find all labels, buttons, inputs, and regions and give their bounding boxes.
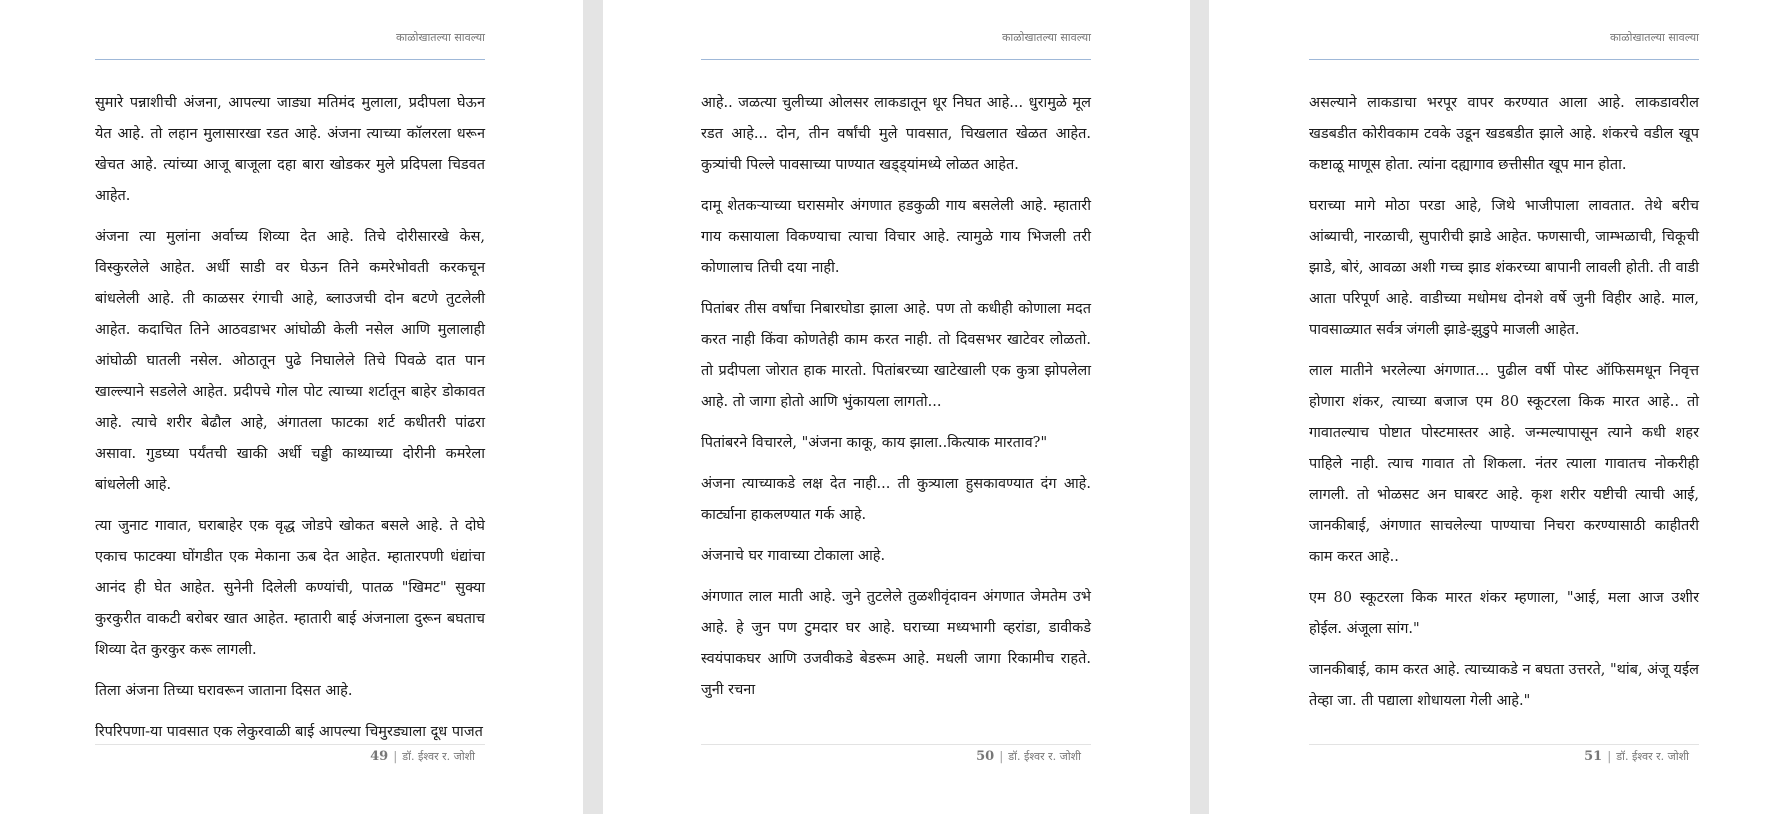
- paragraph: घराच्या मागे मोठा परडा आहे, जिथे भाजीपाला लावतात. तेथे बरीच आंब्याची, नारळाची, सुपारीची झाडे आहेत. फणसाची, जाम्भळाची, चिकूची झाडे, बोरं, आवळा अशी गच्च झाड शंकरच्या बापानी लावली होती. ती वाडी आता परिपूर्ण आहे. वाडीच्या मधोमध दोनशे वर्षे जुनी विहीर आहे. माल, पावसाळ्यात सर्वत्र जंगली झाडे-झुडुपे माजली आहेत.: [1309, 198, 1699, 338]
- page-footer: [1299, 749, 1689, 764]
- page-number: 50: [976, 749, 995, 764]
- page-number: 49: [370, 749, 389, 764]
- footer-author: डॉ. ईश्वर र. जोशी: [402, 750, 475, 763]
- header-rule: [95, 59, 485, 60]
- page-number: 51: [1584, 749, 1603, 764]
- running-header: काळोखातल्या सावल्या: [1609, 31, 1699, 44]
- paragraph: असल्याने लाकडाचा भरपूर वापर करण्यात आला आहे. लाकडावरील खडबडीत कोरीवकाम टवके उडून खडबडीत झाले आहे. शंकरचे वडील खूप कष्टाळू माणूस होता. त्यांना दह्यागाव छत्तीसीत खूप मान होता.: [1309, 95, 1699, 173]
- page-footer: [691, 749, 1081, 764]
- paragraph: अंजनाचे घर गावाच्या टोकाला आहे.: [701, 548, 886, 564]
- running-header: काळोखातल्या सावल्या: [1001, 31, 1091, 44]
- footer-rule: [1309, 744, 1699, 745]
- page-footer: [85, 749, 475, 764]
- footer-rule: [95, 744, 485, 745]
- paragraph: एम 80 स्कूटरला किक मारत शंकर म्हणाला, "आई, मला आज उशीर होईल. अंजूला सांग.": [1309, 590, 1699, 637]
- document-page-50: [603, 0, 1190, 814]
- paragraph: पितांबरने विचारले, "अंजना काकू, काय झाला..कित्याक मारताव?": [701, 435, 1048, 451]
- paragraph: दामू शेतकऱ्याच्या घरासमोर अंगणात हडकुळी गाय बसलेली आहे. म्हातारी गाय कसायाला विकण्याचा त्याचा विचार आहे. त्यामुळे गाय भिजली तरी कोणालाच तिची दया नाही.: [701, 198, 1091, 276]
- paragraph: रिपरिपणा-या पावसात एक लेकुरवाळी बाई आपल्या चिमुरड्याला दूध पाजत: [95, 724, 483, 740]
- header-rule: [1309, 59, 1699, 60]
- footer-separator: |: [1607, 749, 1612, 763]
- paragraph: पितांबर तीस वर्षांचा निबारघोडा झाला आहे. पण तो कधीही कोणाला मदत करत नाही किंवा कोणतेही काम करत नाही. तो दिवसभर खाटेवर लोळतो. तो प्रदीपला जोरात हाक मारतो. पितांबरच्या खाटेखाली एक कुत्रा झोपलेला आहे. तो जागा होतो आणि भुंकायला लागतो...: [701, 301, 1091, 410]
- paragraph: जानकीबाई, काम करत आहे. त्याच्याकडे न बघता उत्तरते, "थांब, अंजू यईल तेव्हा जा. ती पद्याला शोधायला गेली आहे.": [1309, 662, 1699, 709]
- page-body: [701, 88, 1091, 716]
- footer-rule: [701, 744, 1091, 745]
- paragraph: अंजना त्या मुलांना अर्वाच्य शिव्या देत आहे. तिचे दोरीसारखे केस, विस्कुरलेले आहेत. अर्धी साडी वर घेऊन तिने कमरेभोवती करकचून बांधलेली आहे. ती काळसर रंगाची आहे, ब्लाउजची दोन बटणे तुटलेली आहेत. कदाचित तिने आठवडाभर आंघोळी केली नसेल आणि मुलालाही आंघोळी घातली नसेल. ओठातून पुढे निघालेले तिचे पिवळे दात पान खाल्ल्याने सडलेले आहेत. प्रदीपचे गोल पोट त्याच्या शर्टातून बाहेर डोकावत आहे. त्याचे शरीर बेढौल आहे, अंगातला फाटका शर्ट कधीतरी पांढरा असावा. गुडघ्या पर्यंतची खाकी अर्धी चड्डी काथ्याच्या दोरीनी कमरेला बांधलेली आहे.: [95, 229, 485, 493]
- paragraph: अंगणात लाल माती आहे. जुने तुटलेले तुळशीवृंदावन अंगणात जेमतेम उभे आहे. हे जुन पण टुमदार घर आहे. घराच्या मध्यभागी व्हरांडा, डावीकडे स्वयंपाकघर आणि उजवीकडे बेडरूम आहे. मधली जागा रिकामीच राहते. जुनी रचना: [701, 589, 1091, 698]
- header-rule: [701, 59, 1091, 60]
- paragraph: लाल मातीने भरलेल्या अंगणात... पुढील वर्षी पोस्ट ऑफिसमधून निवृत्त होणारा शंकर, त्याच्या बजाज एम 80 स्कूटरला किक मारत आहे.. तो गावातल्याच पोष्टात पोस्टमास्तर आहे. जन्मल्यापासून त्याने कधी शहर पाहिले नाही. त्याच गावात तो शिकला. नंतर त्याला गावातच नोकरीही लागली. तो भोळसट अन घाबरट आहे. कृश शरीर यष्टीची त्याची आई, जानकीबाई, अंगणात साचलेल्या पाण्याचा निचरा करण्यासाठी काहीतरी काम करत आहे..: [1309, 363, 1699, 565]
- footer-separator: |: [999, 749, 1004, 763]
- page-body: [1309, 88, 1699, 727]
- paragraph: आहे.. जळत्या चुलीच्या ओलसर लाकडातून धूर निघत आहे... धुरामुळे मूल रडत आहे... दोन, तीन वर्षांची मुले पावसात, चिखलात खेळत आहेत. कुत्र्यांची पिल्ले पावसाच्या पाण्यात खड्ड्यांमध्ये लोळत आहेत.: [701, 95, 1091, 173]
- paragraph: अंजना त्याच्याकडे लक्ष देत नाही... ती कुत्र्याला हुसकावण्यात दंग आहे. कार्ट्याना हाकलण्यात गर्क आहे.: [701, 476, 1091, 523]
- footer-author: डॉ. ईश्वर र. जोशी: [1616, 750, 1689, 763]
- document-page-49: [0, 0, 583, 814]
- paragraph: तिला अंजना तिच्या घरावरून जाताना दिसत आहे.: [95, 683, 353, 699]
- footer-author: डॉ. ईश्वर र. जोशी: [1008, 750, 1081, 763]
- paragraph: त्या जुनाट गावात, घराबाहेर एक वृद्ध जोडपे खोकत बसले आहे. ते दोघे एकाच फाटक्या घोंगडीत एक मेकाना ऊब देत आहेत. म्हातारपणी धंद्यांचा आनंद ही घेत आहेत. सुनेनी दिलेली कण्यांची, पातळ "खिमट" सुक्या कुरकुरीत वाकटी बरोबर खात आहेत. म्हातारी बाई अंजनाला दुरून बघताच शिव्या देत कुरकुर करू लागली.: [95, 518, 485, 658]
- paragraph: सुमारे पन्नाशीची अंजना, आपल्या जाड्या मतिमंद मुलाला, प्रदीपला घेऊन येत आहे. तो लहान मुलासारखा रडत आहे. अंजना त्याच्या कॉलरला धरून खेचत आहे. त्यांच्या आजू बाजूला दहा बारा खोडकर मुले प्रदिपला चिडवत आहेत.: [95, 95, 485, 204]
- document-page-51: [1209, 0, 1792, 814]
- footer-separator: |: [393, 749, 398, 763]
- page-body: [95, 88, 485, 758]
- running-header: काळोखातल्या सावल्या: [395, 31, 485, 44]
